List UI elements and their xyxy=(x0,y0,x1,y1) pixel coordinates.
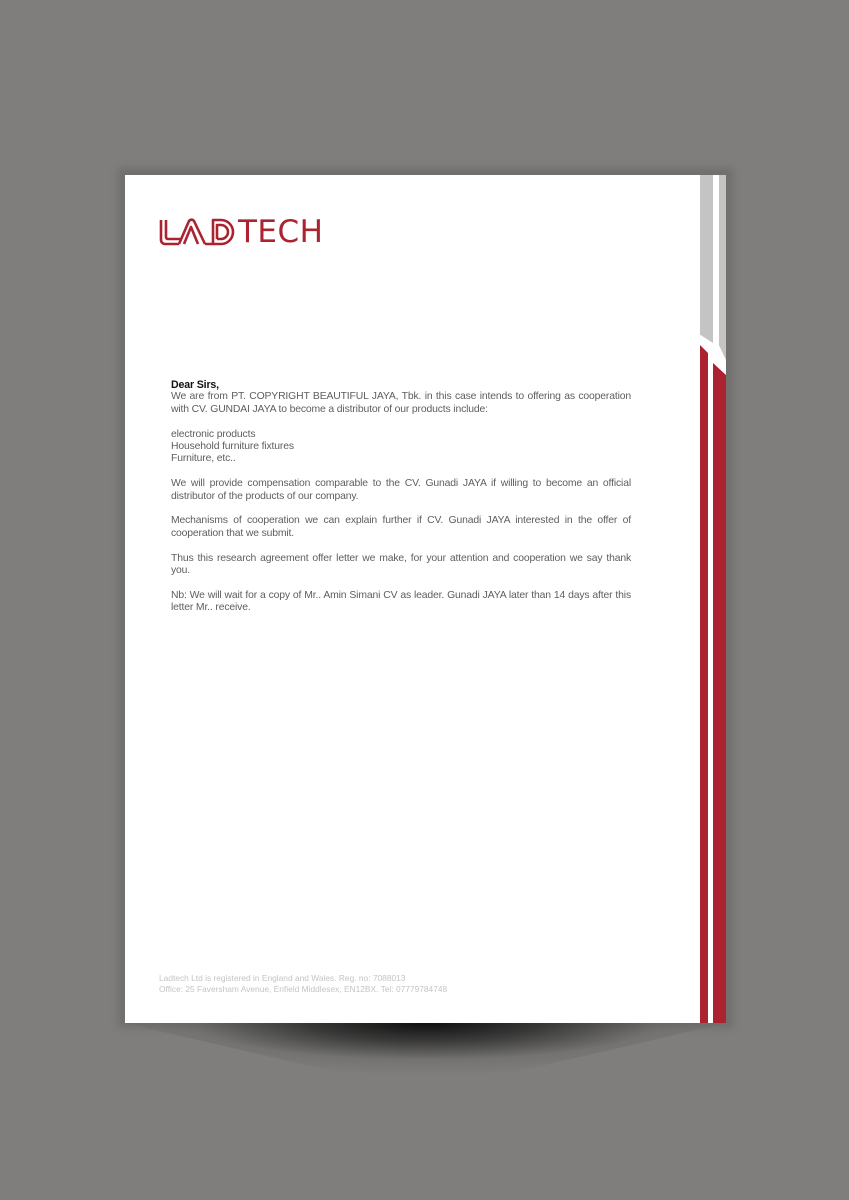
letter-body xyxy=(171,379,631,615)
grey-stripe-left xyxy=(700,175,713,343)
product-list xyxy=(171,429,631,466)
lad-monogram-icon xyxy=(159,218,237,246)
footer-registration: Ladtech Ltd is registered in England and Wales. Reg. no: 7088013 xyxy=(159,973,406,983)
logo-text: TECH xyxy=(238,214,324,250)
salutation: Dear Sirs, xyxy=(171,379,219,391)
red-stripe-left xyxy=(700,345,708,1023)
product-item: Household furniture fixtures xyxy=(171,441,294,453)
grey-stripe-right xyxy=(719,175,726,360)
compensation-paragraph: We will provide compensation comparable to the CV. Gunadi JAYA if willing to become an official distributor of the products of our company. xyxy=(171,478,631,502)
intro-paragraph: We are from PT. COPYRIGHT BEAUTIFUL JAYA, Tbk. in this case intends to offering as cooperation with CV. GUNDAI JAYA to become a distributor of our products include: xyxy=(171,391,631,415)
footer xyxy=(159,973,447,995)
note-paragraph: Nb: We will wait for a copy of Mr.. Amin Simani CV as leader. Gunadi JAYA later than 14 days after this letter Mr.. receive. xyxy=(171,589,631,614)
product-item: electronic products xyxy=(171,428,256,440)
letterhead-page xyxy=(125,175,726,1023)
thanks-paragraph: Thus this research agreement offer letter we make, for your attention and cooperation we say thank you. xyxy=(171,552,631,577)
product-item: Furniture, etc.. xyxy=(171,453,236,465)
mechanisms-paragraph: Mechanisms of cooperation we can explain further if CV. Gunadi JAYA interested in the offer of cooperation that we submit. xyxy=(171,515,631,539)
page-drop-shadow xyxy=(125,1023,726,1093)
red-stripe-right xyxy=(713,363,726,1023)
footer-address: Office: 25 Faversham Avenue, Enfield Middlesex, EN12BX. Tel: 07779784748 xyxy=(159,984,448,994)
ladtech-logo xyxy=(159,214,324,250)
